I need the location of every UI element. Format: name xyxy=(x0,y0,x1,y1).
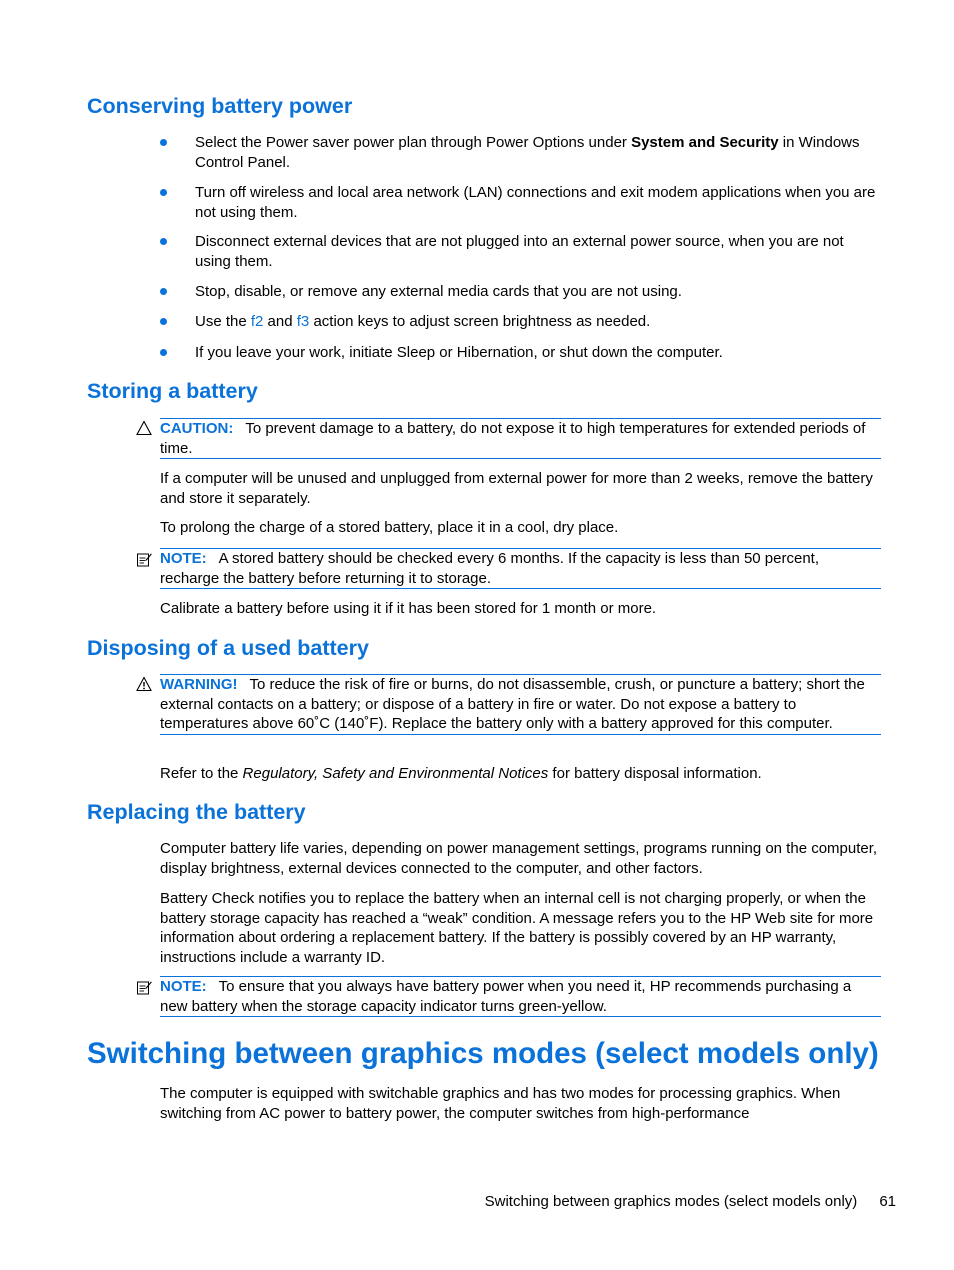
list-item xyxy=(160,183,880,222)
list-item xyxy=(160,232,880,271)
list-item-text: If you leave your work, initiate Sleep or Hibernation, or shut down the computer. xyxy=(195,344,723,361)
list-item xyxy=(160,282,880,302)
paragraph: The computer is equipped with switchable graphics and has two modes for processing graphics. When switching from AC power to battery power, the computer switches from high-performance xyxy=(160,1085,841,1122)
caution-text: To prevent damage to a battery, do not expose it to high temperatures for extended periods of time. xyxy=(160,420,866,457)
paragraph: To prolong the charge of a stored battery, place it in a cool, dry place. xyxy=(160,519,619,536)
list-item-text: Disconnect external devices that are not plugged into an external power source, when you are not using them. xyxy=(195,233,844,270)
caution-notice xyxy=(160,418,881,459)
list-item xyxy=(160,312,880,332)
note-pad-icon xyxy=(136,979,152,995)
bullet-icon xyxy=(160,288,167,295)
warning-text: To reduce the risk of fire or burns, do not disassemble, crush, or puncture a battery; short the external contacts on a battery; or dispose of a battery in fire or water. Do not expose a battery to temperatures above 60˚C (140˚F). Replace the battery only with a battery approved for this computer. xyxy=(160,676,865,732)
section-title-disposing: Disposing of a used battery xyxy=(87,636,369,660)
paragraph: Refer to the Regulatory, Safety and Environmental Notices for battery disposal information. xyxy=(160,765,762,782)
list-item xyxy=(160,133,880,172)
bullet-icon xyxy=(160,189,167,196)
page-number: 61 xyxy=(879,1193,896,1210)
chapter-title-switching: Switching between graphics modes (select models only) xyxy=(87,1037,879,1070)
paragraph: Computer battery life varies, depending on power management settings, programs running on the computer, display brightness, external devices connected to the computer, and other factors. xyxy=(160,840,878,877)
list-item-text: Select the Power saver power plan through Power Options under System and Security in Windows Control Panel. xyxy=(195,134,860,171)
section-title-replacing: Replacing the battery xyxy=(87,800,306,824)
warning-notice xyxy=(160,674,881,735)
paragraph: If a computer will be unused and unplugged from external power for more than 2 weeks, remove the battery and store it separately. xyxy=(160,470,873,507)
caution-label: CAUTION: xyxy=(160,420,234,437)
key-f2-link[interactable]: f2 xyxy=(250,313,264,330)
note-pad-icon xyxy=(136,551,152,567)
note-label: NOTE: xyxy=(160,978,207,995)
document-title-reference: Regulatory, Safety and Environmental Notices xyxy=(242,765,549,782)
list-item-text: Stop, disable, or remove any external media cards that you are not using. xyxy=(195,283,682,300)
bullet-icon xyxy=(160,349,167,356)
note-text: A stored battery should be checked every 6 months. If the capacity is less than 50 percent, recharge the battery before returning it to storage. xyxy=(160,550,820,587)
key-f3-link[interactable]: f3 xyxy=(296,313,310,330)
warning-triangle-icon xyxy=(136,676,152,692)
section-title-storing: Storing a battery xyxy=(87,379,258,403)
bullet-icon xyxy=(160,318,167,325)
caution-triangle-icon xyxy=(136,420,152,436)
paragraph: Calibrate a battery before using it if it has been stored for 1 month or more. xyxy=(160,600,657,617)
bullet-icon xyxy=(160,238,167,245)
bullet-icon xyxy=(160,139,167,146)
paragraph: Battery Check notifies you to replace the battery when an internal cell is not charging properly, or when the battery storage capacity has reached a “weak” condition. A message refers you to the HP Web site for more information about ordering a replacement battery. If the battery is possibly covered by an HP warranty, instructions include a warranty ID. xyxy=(160,890,874,966)
list-item xyxy=(160,343,880,363)
warning-label: WARNING! xyxy=(160,676,238,693)
note-text: To ensure that you always have battery power when you need it, HP recommends purchasing a new battery when the storage capacity indicator turns green-yellow. xyxy=(160,978,852,1015)
list-item-text: Turn off wireless and local area network (LAN) connections and exit modem applications when you are not using them. xyxy=(195,184,876,221)
running-title: Switching between graphics modes (select models only) xyxy=(484,1193,858,1210)
list-item-text: Use the f2 and f3 action keys to adjust screen brightness as needed. xyxy=(195,313,651,330)
section-title-conserving: Conserving battery power xyxy=(87,94,353,118)
page-footer xyxy=(485,1193,896,1210)
bold-term: System and Security xyxy=(631,134,779,151)
note-notice xyxy=(160,976,881,1017)
note-label: NOTE: xyxy=(160,550,207,567)
note-notice xyxy=(160,548,881,589)
